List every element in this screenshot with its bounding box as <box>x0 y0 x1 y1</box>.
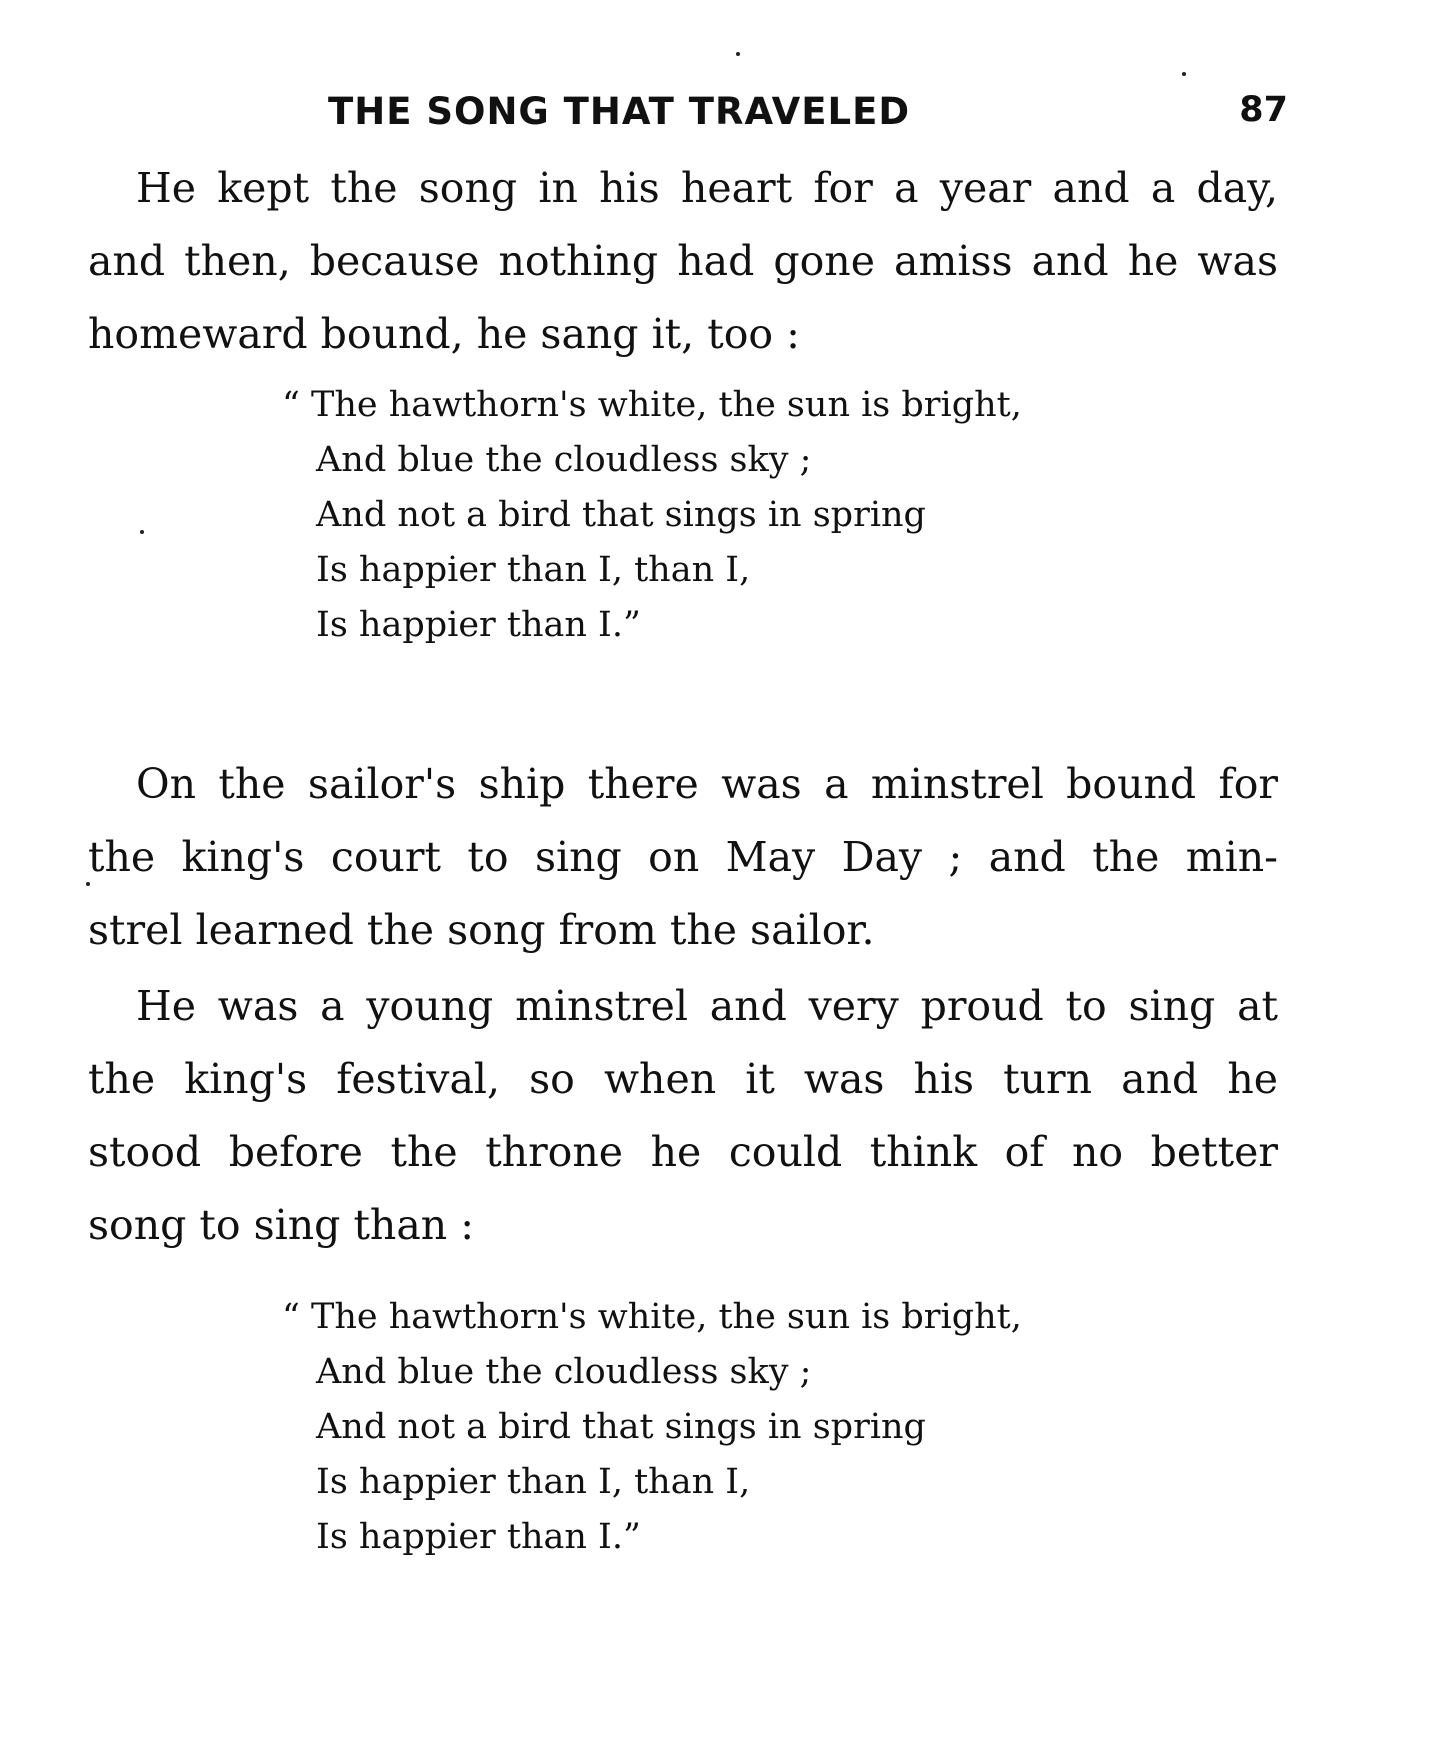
verse-line: “ The hawthorn's white, the sun is bright, <box>282 1297 1022 1337</box>
verse-line: Is happier than I.” <box>316 605 641 645</box>
running-title: THE SONG THAT TRAVELED <box>328 90 911 133</box>
paragraph-line: On the sailor's ship there was a minstrel bound for <box>136 760 1278 808</box>
paragraph-line: the king's festival, so when it was his turn and he <box>88 1055 1278 1103</box>
verse-line: “ The hawthorn's white, the sun is bright, <box>282 385 1022 425</box>
paragraph-3 <box>88 970 1278 1262</box>
verse-line: And not a bird that sings in spring <box>316 495 926 535</box>
paragraph-line: song to sing than : <box>88 1201 475 1249</box>
paragraph-1 <box>88 152 1278 371</box>
verse-line: Is happier than I, than I, <box>316 1462 751 1502</box>
scan-speck <box>736 52 740 56</box>
paragraph-line: He kept the song in his heart for a year and a day, <box>136 164 1278 212</box>
verse-line: Is happier than I, than I, <box>316 550 751 590</box>
paragraph-line: strel learned the song from the sailor. <box>88 906 875 954</box>
paragraph-line: and then, because nothing had gone amiss and he was <box>88 237 1278 285</box>
scan-speck <box>86 882 90 886</box>
scan-speck <box>1182 72 1186 76</box>
verse-2 <box>282 1290 1022 1565</box>
paragraph-line: homeward bound, he sang it, too : <box>88 310 800 358</box>
page-number: 87 <box>1239 90 1288 130</box>
paragraph-line: the king's court to sing on May Day ; and the min- <box>88 833 1278 881</box>
verse-1 <box>282 378 1022 653</box>
verse-line: And blue the cloudless sky ; <box>316 1352 812 1392</box>
verse-line: And blue the cloudless sky ; <box>316 440 812 480</box>
verse-line: Is happier than I.” <box>316 1517 641 1557</box>
paragraph-line: stood before the throne he could think of no better <box>88 1128 1278 1176</box>
paragraph-2 <box>88 748 1278 967</box>
paragraph-line: He was a young minstrel and very proud to sing at <box>136 982 1278 1030</box>
verse-line: And not a bird that sings in spring <box>316 1407 926 1447</box>
page-header <box>328 90 1288 140</box>
scan-speck <box>140 530 144 534</box>
